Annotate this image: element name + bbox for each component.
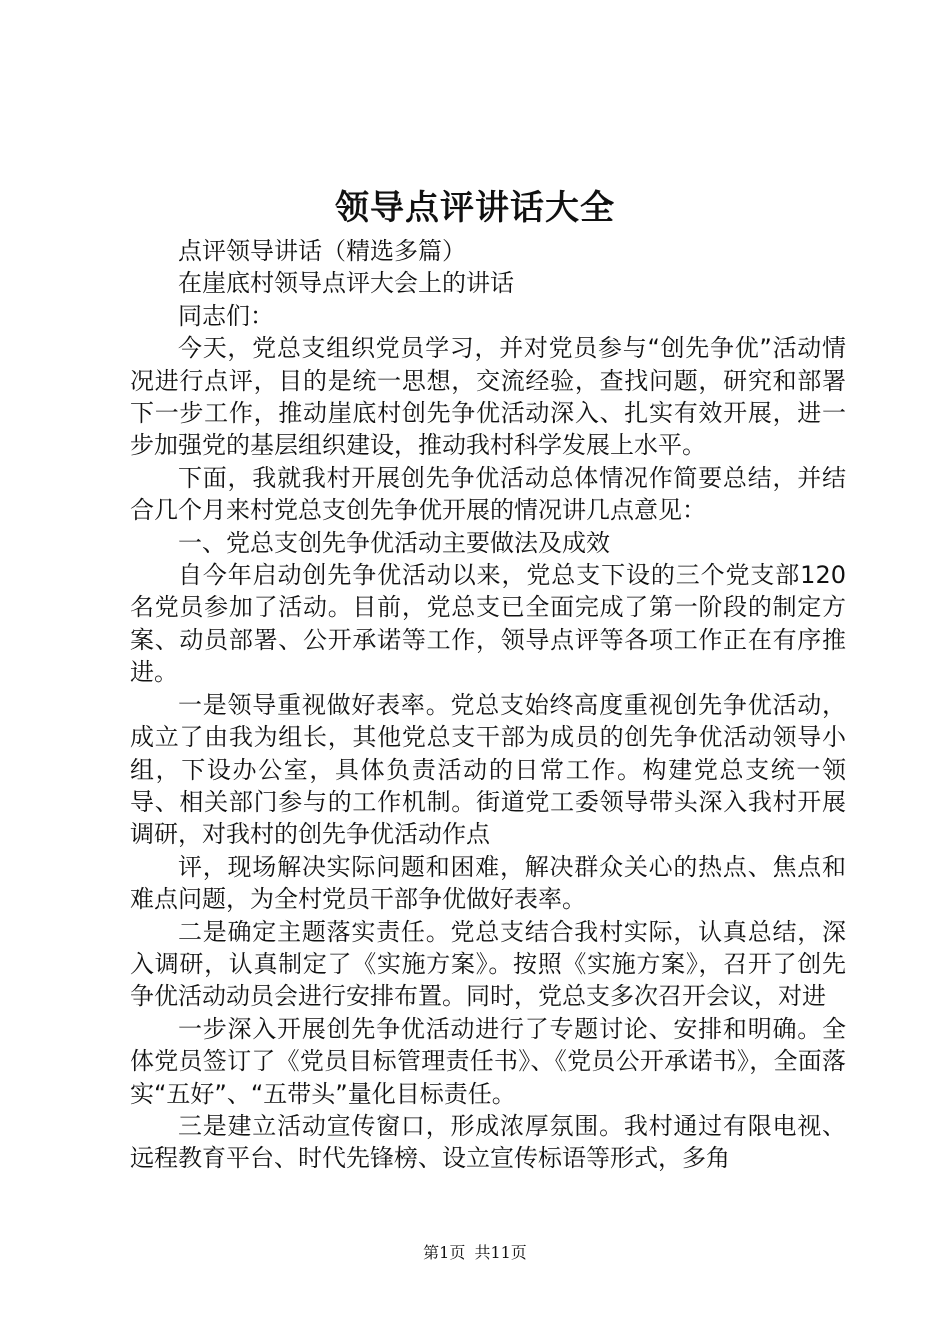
paragraph: 一步深入开展创先争优活动进行了专题讨论、安排和明确。全体党员签订了《党员目标管理责任书》、《党员公开承诺书》，全面落实“五好”、“五带头”量化目标责任。 xyxy=(130,1014,846,1108)
paragraph: 二是确定主题落实责任。党总支结合我村实际，认真总结，深入调研，认真制定了《实施方案》。按照《实施方案》，召开了创先争优活动动员会进行安排布置。同时，党总支多次召开会议，对进 xyxy=(130,917,846,1011)
page-footer: 第1页 共11页 xyxy=(423,1243,527,1262)
paragraph: 一是领导重视做好表率。党总支始终高度重视创先争优活动，成立了由我为组长，其他党总支干部为成员的创先争优活动领导小组，下设办公室，具体负责活动的日常工作。构建党总支统一领导、相关部门参与的工作机制。街道党工委领导带头深入我村开展调研，对我村的创先争优活动作点 xyxy=(130,690,846,849)
paragraph: 自今年启动创先争优活动以来，党总支下设的三个党支部120名党员参加了活动。目前，党总支已全面完成了第一阶段的制定方案、动员部署、公开承诺等工作，领导点评等各项工作正在有序推进。 xyxy=(130,561,846,687)
document-body xyxy=(130,235,846,1175)
paragraph-subtitle: 点评领导讲话（精选多篇） xyxy=(178,237,466,265)
paragraph-salutation: 同志们： xyxy=(178,301,274,330)
paragraph: 三是建立活动宣传窗口，形成浓厚氛围。我村通过有限电视、远程教育平台、时代先锋榜、设立宣传标语等形式，多角 xyxy=(130,1111,846,1173)
paragraph: 评，现场解决实际问题和困难，解决群众关心的热点、焦点和难点问题，为全村党员干部争优做好表率。 xyxy=(130,852,846,914)
section-heading: 一、党总支创先争优活动主要做法及成效 xyxy=(178,528,610,557)
paragraph: 下面，我就我村开展创先争优活动总体情况作简要总结，并结合几个月来村党总支创先争优开展的情况讲几点意见： xyxy=(130,463,846,525)
paragraph-speech-title: 在崖底村领导点评大会上的讲话 xyxy=(178,269,514,298)
document-title: 领导点评讲话大全 xyxy=(335,188,615,228)
paragraph: 今天，党总支组织党员学习，并对党员参与“创先争优”活动情况进行点评，目的是统一思想，交流经验，查找问题，研究和部署下一步工作，推动崖底村创先争优活动深入、扎实有效开展，进一步加强党的基层组织建设，推动我村科学发展上水平。 xyxy=(130,334,846,460)
